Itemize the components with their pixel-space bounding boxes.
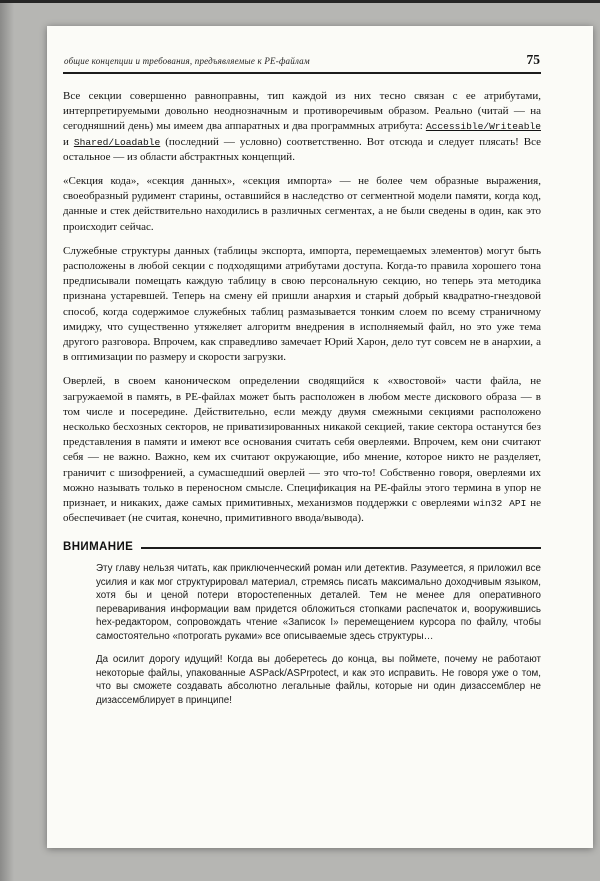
book-page bbox=[47, 26, 593, 848]
text-run: Да осилит дорогу идущий! Когда вы доберетесь до конца, вы поймете, почему не работают некоторые файлы, упакованные ASPack/ASPrpotect, и как это исправить. Не говоря уже о том, что вы сможете создавать абсолютно легальные файлы, которые ни один дизассемблер не дизассемблирует в принципе! bbox=[96, 654, 541, 706]
attention-rule bbox=[141, 547, 541, 549]
text-run: «Секция кода», «секция данных», «секция импорта» — не более чем образные выражения, своеобразный рудимент старины, оставшийся в наследство от сегментной модели памяти, когда код, данные и стек действительно находились в различных сегментах, а не были сведены в один, как это происходит сейчас. bbox=[63, 175, 541, 233]
inline-code: Shared/Loadable bbox=[73, 136, 161, 148]
attention-paragraphs bbox=[63, 562, 541, 707]
attention-header bbox=[63, 541, 541, 553]
inline-code: win32 API bbox=[473, 498, 527, 510]
paragraph bbox=[63, 374, 541, 526]
header-rule bbox=[63, 72, 541, 74]
text-run: Эту главу нельзя читать, как приключенческий роман или детектив. Разумеется, я приложил все усилия и как мог структурировал материал, стремясь писать максимально доходчивым языком, хотя бы и ценой потери второстепенных деталей. Тем не менее для оперативного переваривания информации вам придется обложиться стопками распечаток и, вооружившись hex-редактором, сопровождать чтение «Записок I» перемещением курсора по файлу, чтобы самостоятельно «потрогать руками» все описываемые здесь структуры… bbox=[96, 563, 541, 642]
scan-shadow bbox=[0, 0, 14, 881]
text-run: и bbox=[63, 135, 74, 148]
paragraph bbox=[63, 89, 541, 165]
paragraph bbox=[96, 562, 541, 643]
inline-code: Accessible/Writeable bbox=[425, 121, 541, 133]
text-run: Все секции совершенно равноправны, тип каждой из них тесно связан с ее атрибутами, интерпретируемыми довольно неоднозначным и противоречивым образом. Реально (читай — на сегодняшний день) мы имеем два аппаратных и два программных атрибута: bbox=[63, 90, 541, 133]
text-run: не обеспечивает (не считая, конечно, примитивного ввода/вывода). bbox=[63, 497, 541, 525]
running-head: общие концепции и требования, предъявляемые к PE-файлам bbox=[64, 56, 310, 66]
text-run: Служебные структуры данных (таблицы экспорта, импорта, перемещаемых элементов) могут быть расположены в любой секции с подходящими атрибутами доступа. Когда-то правила хорошего тона предписывали помещать каждую таблицу в свою персональную секцию, но теперь эта методика признана устаревшей. Теперь на смену ей пришли анархия и старый добрый квадратно-гнездовой способ, когда содержимое служебных таблиц размазывается тонким слоем по всему страничному имиджу, что существенно утяжеляет алгоритм внедрения в исполняемый файл, но это уже тема другого разговора. Впрочем, как справедливо замечает Юрий Харон, дело тут совсем не в анархии, а в оптимизации по размеру и скорости загрузки. bbox=[63, 244, 541, 364]
attention-label: ВНИМАНИЕ bbox=[63, 541, 134, 554]
paragraph bbox=[63, 244, 541, 366]
paragraph bbox=[63, 174, 541, 235]
page-number: 75 bbox=[526, 52, 540, 67]
text-run: (последний — условно) соответственно. Вот отсюда и следует плясать! Все остальное — из области абстрактных концепций. bbox=[63, 135, 541, 163]
body-paragraphs bbox=[63, 89, 541, 526]
attention-section bbox=[63, 541, 541, 707]
scan-edge bbox=[0, 0, 600, 3]
paragraph bbox=[96, 653, 541, 707]
page-header bbox=[63, 52, 541, 72]
text-run: Оверлей, в своем каноническом определении сводящийся к «хвостовой» части файла, не загружаемой в память, в PE-файлах может быть расположен в любом месте дискового образа — в том числе и посередине. Действительно, если между двумя смежными секциями расположено несколько бесхозных секторов, не приватизированных никакой секцией, такие сектора останутся без представления в памяти и имеют все основания считать себя оверлеями. Впрочем, кем они считают себя — не важно. Важно, кем их считают окружающие, ибо мнение, которое никто не разделяет, граничит с шизофренией, а сумасшедший оверлей — это что-то! Собственно говоря, оверлеями их можно называть только в переносном смысле. Спецификация на PE-файлы этого термина в упор не признает, и никаких, даже самых примитивных, механизмов поддержки с оверлеями bbox=[63, 375, 541, 510]
